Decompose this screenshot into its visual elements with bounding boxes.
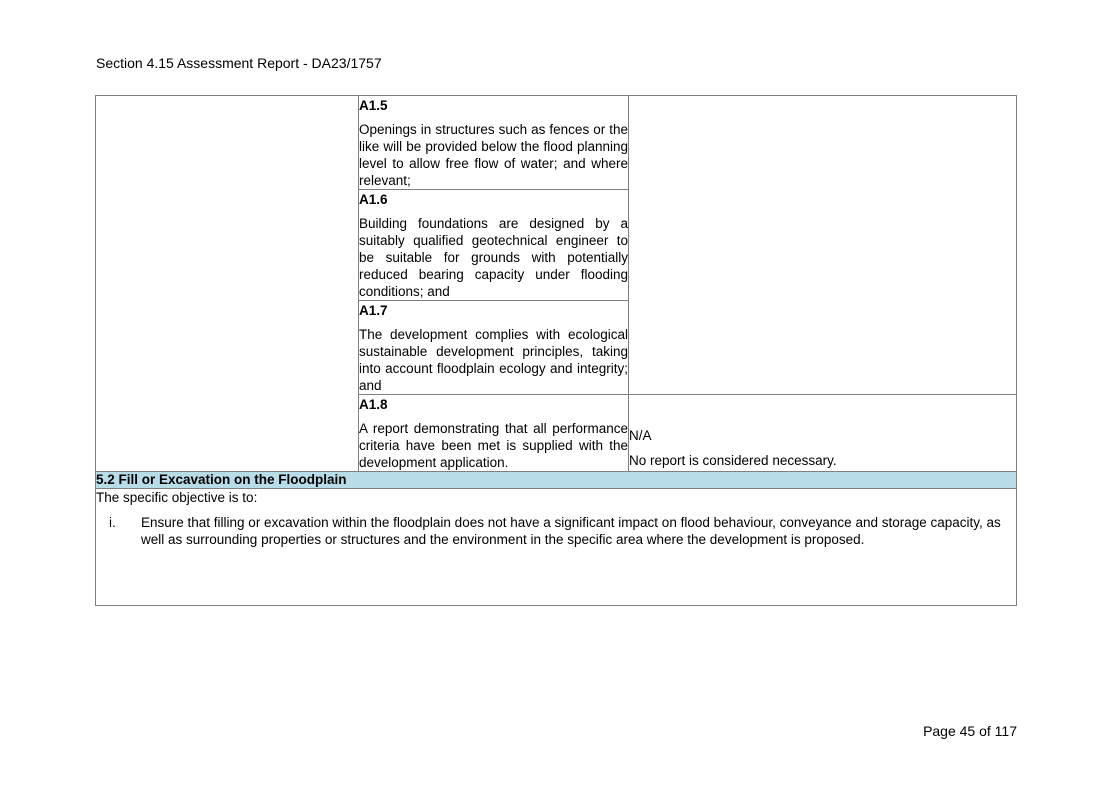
- table-row: [96, 489, 1017, 606]
- criteria-text: A report demonstrating that all performance criteria have been met is supplied with the development application.: [359, 421, 628, 470]
- objective-text: Ensure that filling or excavation within the floodplain does not have a significant impact on flood behaviour, conveyance and storage capacity, as well as surrounding properties or structures and the environment in the specific area where the development is proposed.: [141, 515, 1001, 547]
- criteria-code: A1.6: [359, 192, 388, 207]
- criteria-text: The development complies with ecological sustainable development principles, taking into account floodplain ecology and integrity; and: [359, 327, 628, 393]
- criteria-text: Building foundations are designed by a suitably qualified geotechnical engineer to be suitable for grounds with potentially reduced bearing capacity under flooding conditions; and: [359, 216, 628, 299]
- table-row: [96, 96, 1017, 190]
- objective-intro: The specific objective is to:: [96, 490, 258, 505]
- criteria-code: A1.7: [359, 303, 388, 318]
- section-heading: 5.2 Fill or Excavation on the Floodplain: [96, 472, 1017, 489]
- criteria-code: A1.8: [359, 397, 388, 412]
- page-number: Page 45 of 117: [923, 723, 1017, 739]
- criteria-code: A1.5: [359, 98, 388, 113]
- criteria-cell-a1-5: [359, 96, 629, 190]
- control-column-cell: [96, 96, 359, 472]
- assessment-cell-a1-8: [629, 395, 1017, 472]
- criteria-text: Openings in structures such as fences or the like will be provided below the flood planning level to allow free flow of water; and where relevant;: [359, 122, 628, 188]
- assessment-status: N/A: [629, 428, 652, 443]
- assessment-comment: No report is considered necessary.: [629, 453, 837, 468]
- objective-number: i.: [109, 515, 116, 530]
- criteria-cell-a1-8: [359, 395, 629, 472]
- criteria-cell-a1-7: [359, 301, 629, 395]
- assessment-table: [95, 95, 1017, 606]
- list-item: [96, 514, 1016, 548]
- objective-cell: [96, 489, 1017, 606]
- page-header: Section 4.15 Assessment Report - DA23/1757: [96, 55, 382, 71]
- table-row: [96, 472, 1017, 489]
- assessment-cell-empty: [629, 96, 1017, 395]
- criteria-cell-a1-6: [359, 190, 629, 301]
